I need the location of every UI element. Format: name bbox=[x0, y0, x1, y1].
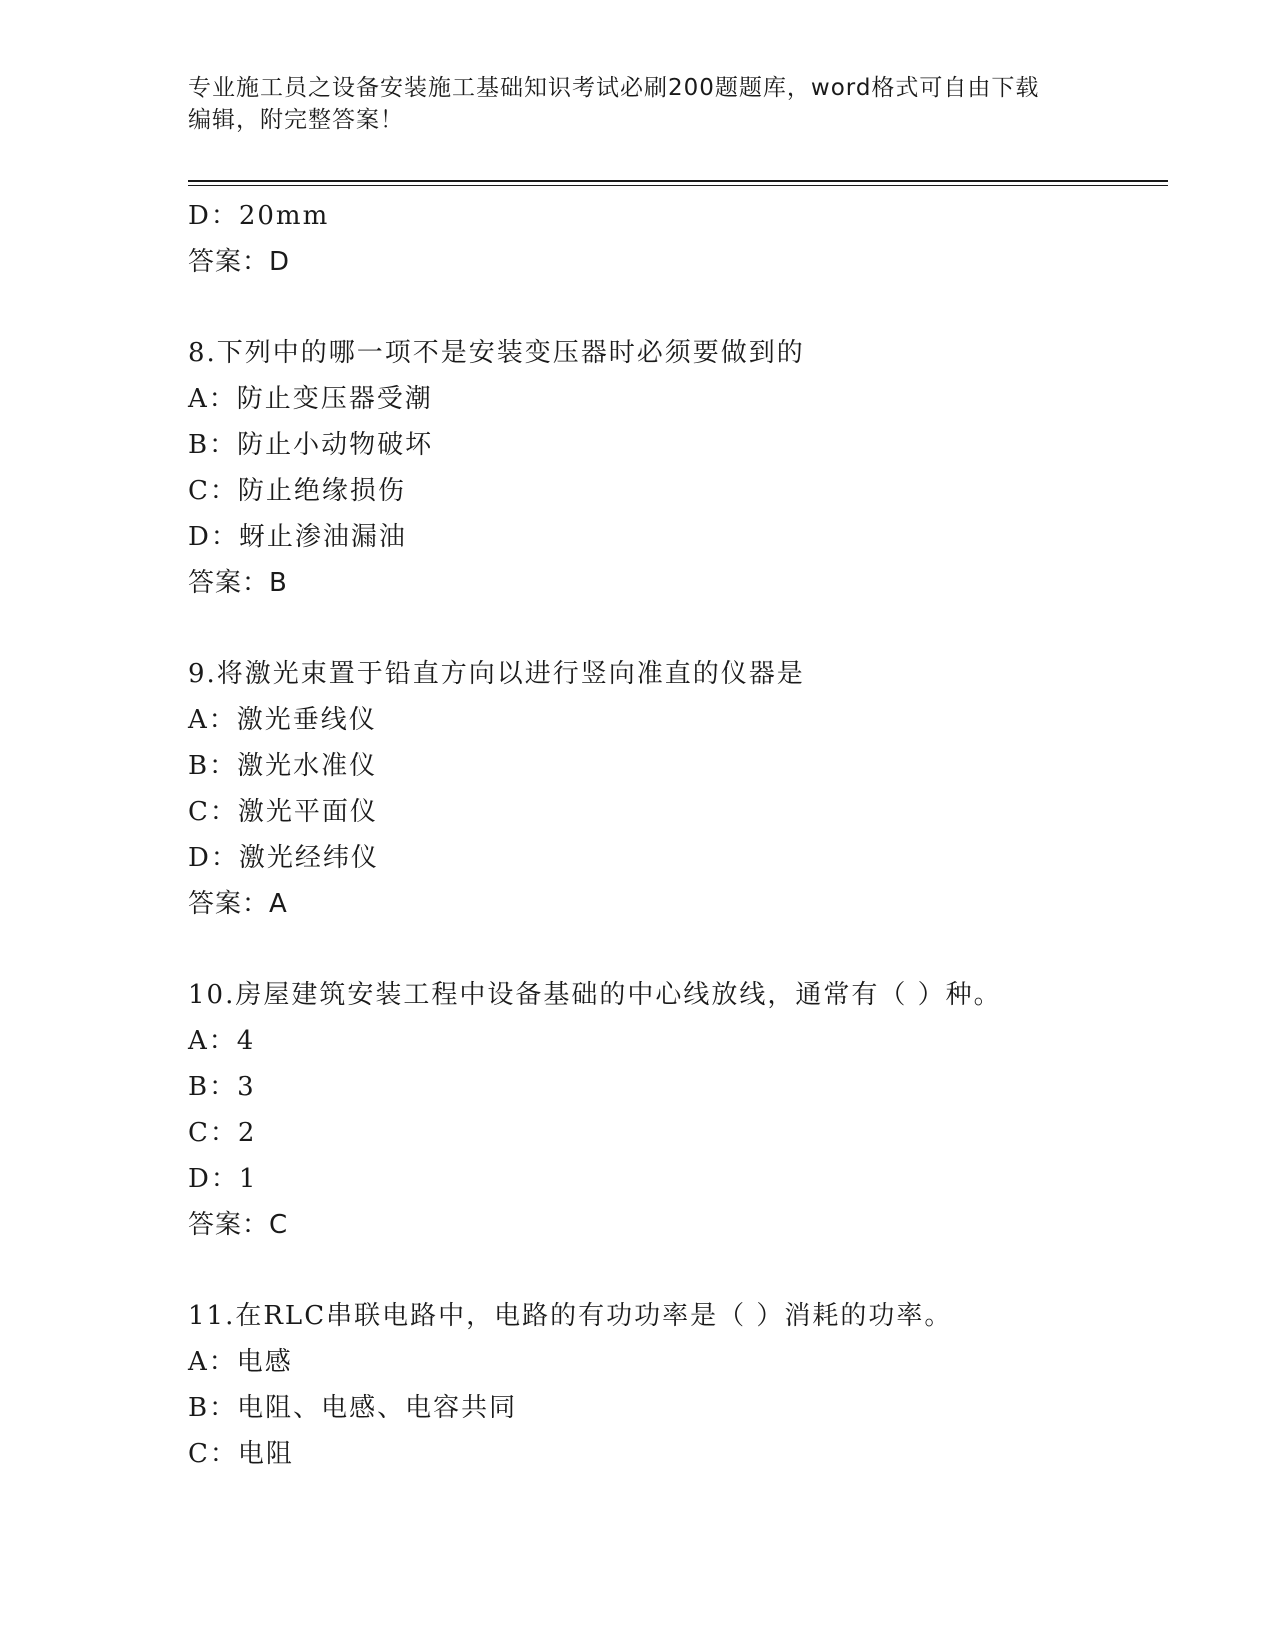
question-stem: 9.将激光束置于铅直方向以进行竖向准直的仪器是 bbox=[188, 659, 805, 689]
question-stem: 11.在RLC串联电路中，电路的有功功率是（ ）消耗的功率。 bbox=[188, 1301, 953, 1331]
option-text: B：3 bbox=[188, 1072, 256, 1102]
header-line-1: 专业施工员之设备安装施工基础知识考试必刷200题题库，word格式可自由下载 bbox=[188, 75, 1040, 101]
option-text: A：激光垂线仪 bbox=[188, 705, 377, 735]
option-text: D：20mm bbox=[188, 201, 330, 231]
question-block bbox=[188, 1293, 1168, 1477]
option-text: C：激光平面仪 bbox=[188, 797, 378, 827]
question-block bbox=[188, 330, 1168, 606]
answer-text: 答案：A bbox=[188, 889, 288, 919]
option-text: C：防止绝缘损伤 bbox=[188, 476, 406, 506]
question-stem: 8.下列中的哪一项不是安装变压器时必须要做到的 bbox=[188, 338, 805, 368]
option-text: B：激光水准仪 bbox=[188, 751, 378, 781]
option-text: C：2 bbox=[188, 1118, 257, 1148]
option-text: D：蚜止渗油漏油 bbox=[188, 522, 407, 552]
question-stem: 10.房屋建筑安装工程中设备基础的中心线放线，通常有（ ）种。 bbox=[188, 980, 1002, 1010]
option-text: B：电阻、电感、电容共同 bbox=[188, 1393, 518, 1423]
question-block bbox=[188, 972, 1168, 1248]
header-divider-thick bbox=[188, 180, 1168, 182]
option-text: A：电感 bbox=[188, 1347, 293, 1377]
option-text: A：4 bbox=[188, 1026, 256, 1056]
header-line-2: 编辑，附完整答案！ bbox=[188, 107, 404, 133]
option-text: D：1 bbox=[188, 1164, 258, 1194]
option-text: C：电阻 bbox=[188, 1439, 294, 1469]
option-text: B：防止小动物破坏 bbox=[188, 430, 434, 460]
answer-text: 答案：C bbox=[188, 1210, 289, 1240]
header-divider-thin bbox=[188, 185, 1168, 186]
document-header bbox=[188, 72, 1088, 136]
option-text: A：防止变压器受潮 bbox=[188, 384, 433, 414]
answer-text: 答案：D bbox=[188, 247, 291, 277]
question-list bbox=[188, 193, 1168, 1477]
option-text: D：激光经纬仪 bbox=[188, 843, 379, 873]
answer-text: 答案：B bbox=[188, 568, 288, 598]
question-block bbox=[188, 651, 1168, 927]
